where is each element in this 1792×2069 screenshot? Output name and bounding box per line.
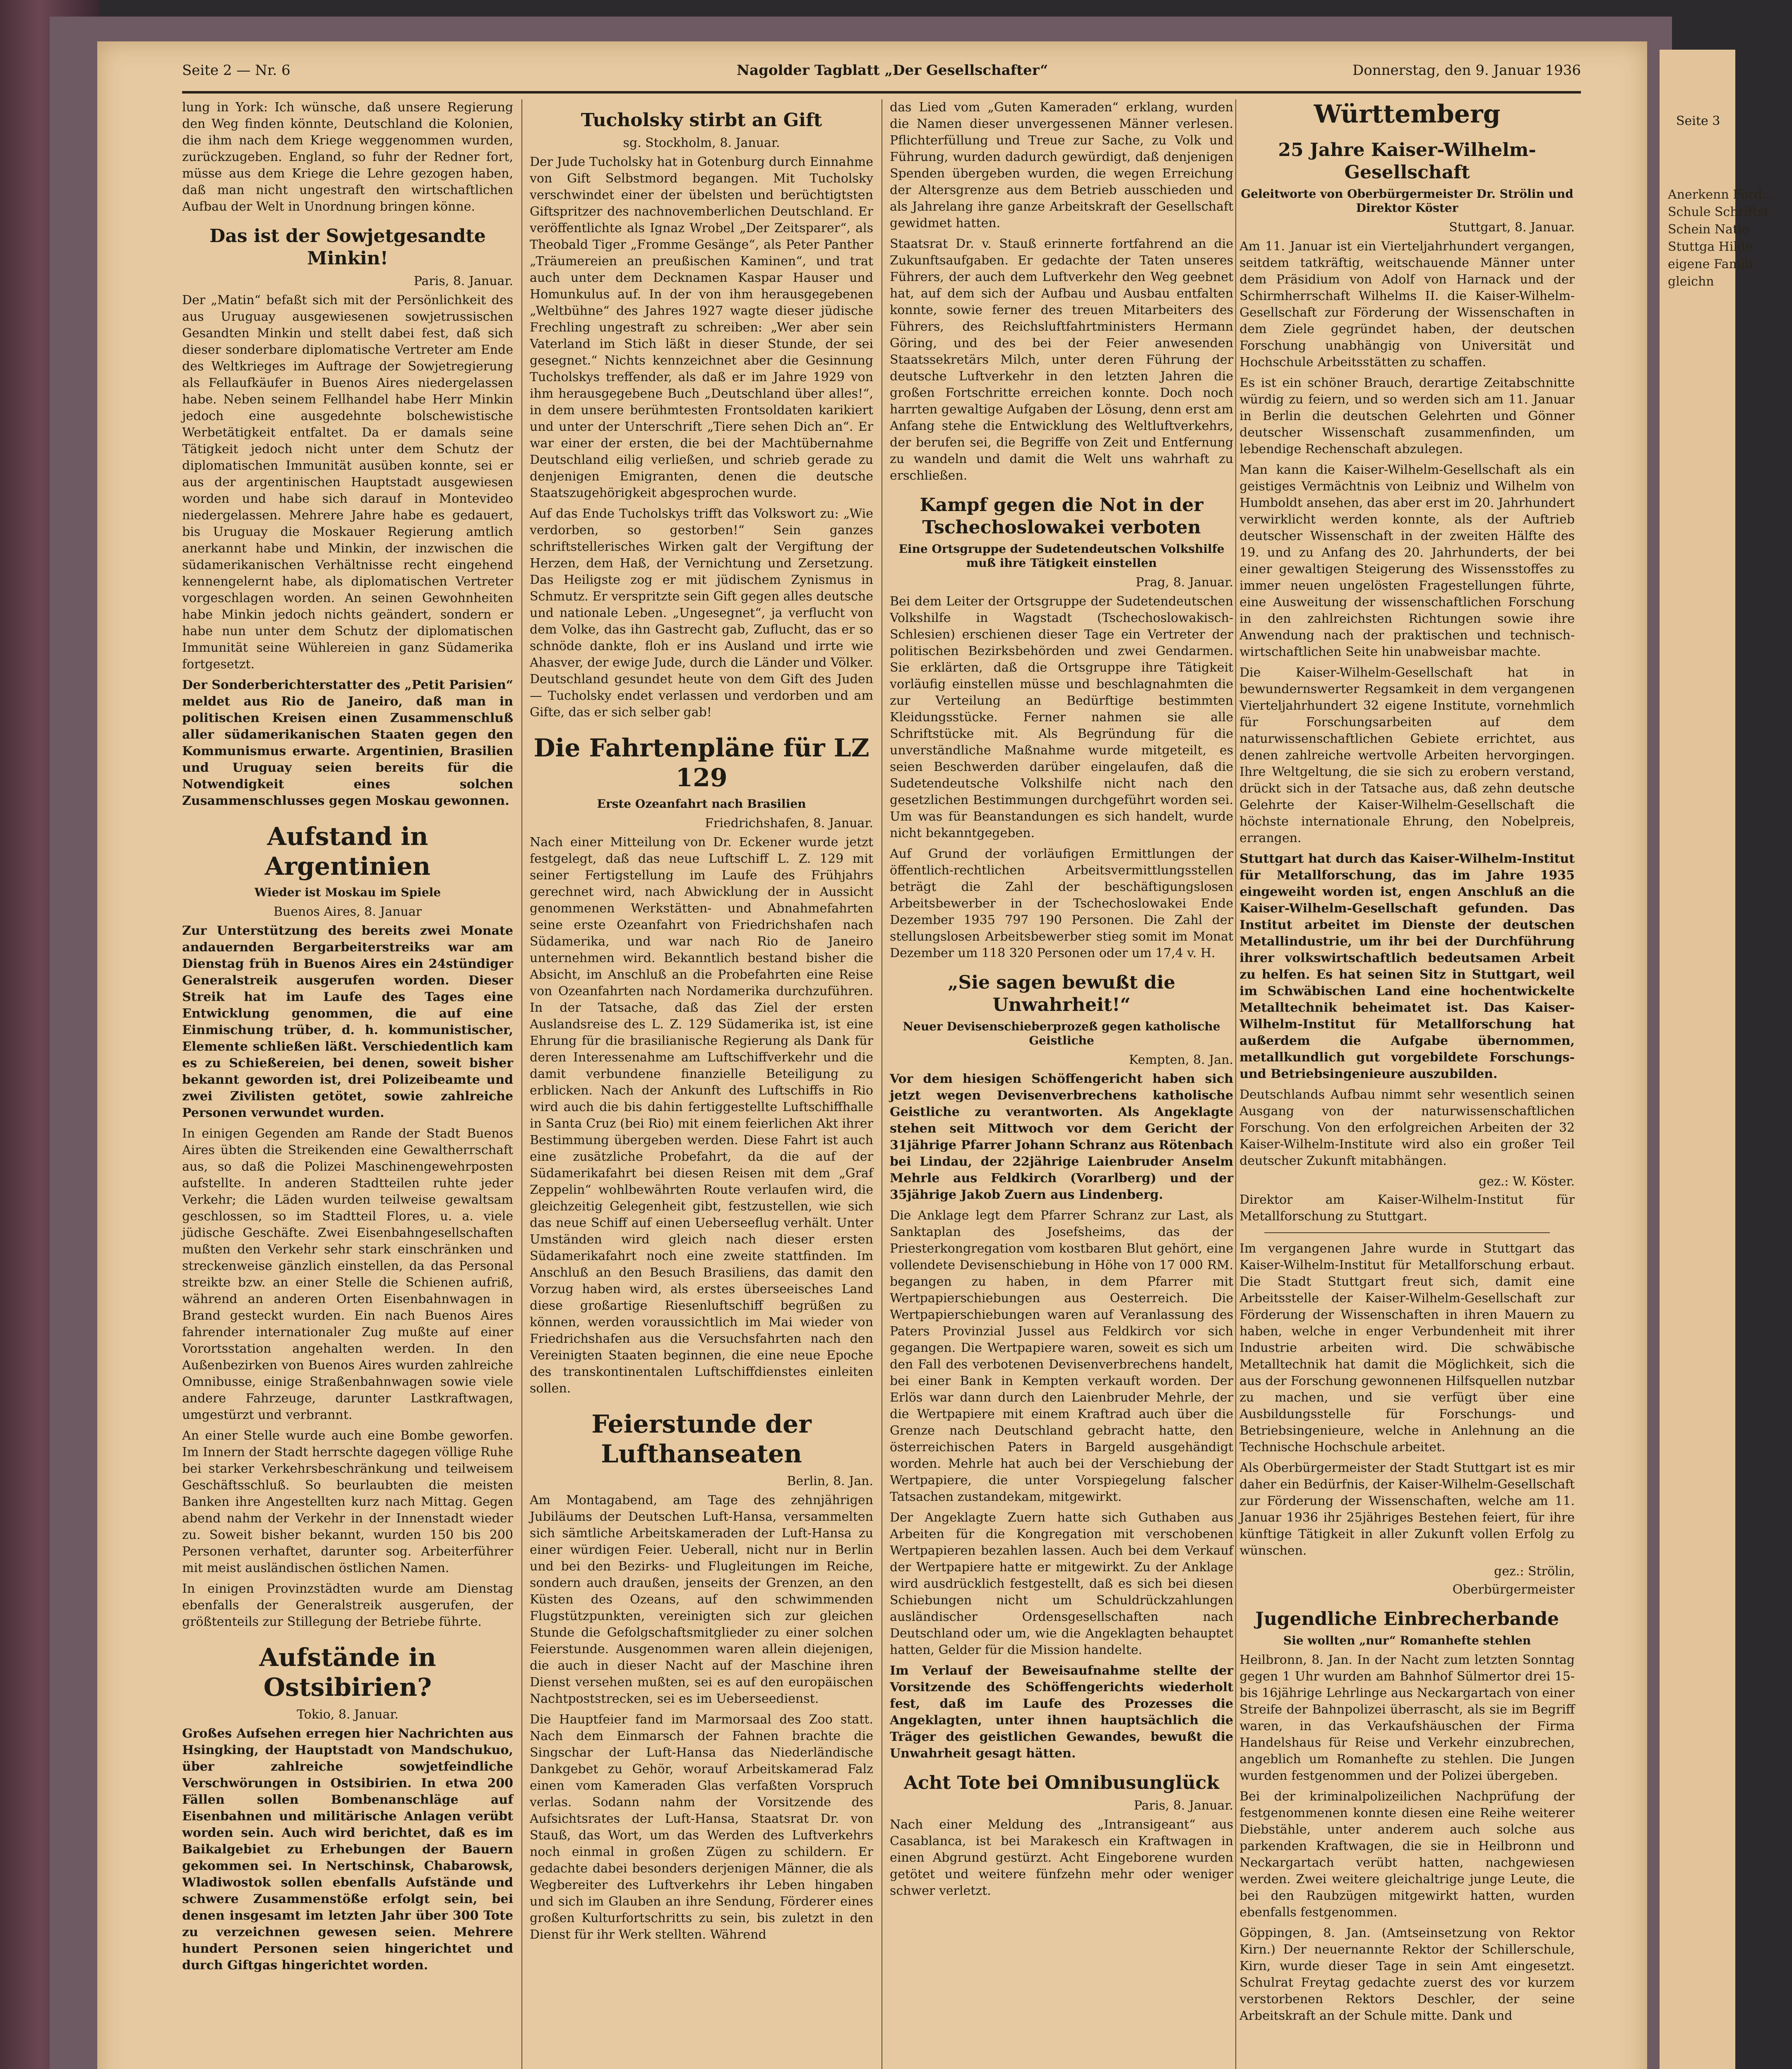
article-headline: Tucholsky stirbt an Gift bbox=[581, 110, 822, 131]
article-headline: Die Fahrtenpläne für LZ 129 bbox=[533, 734, 870, 792]
article-headline: 25 Jahre Kaiser-Wilhelm-Gesellschaft bbox=[1278, 139, 1536, 183]
signature: gez.: W. Köster. bbox=[1478, 1174, 1575, 1189]
article-text: lung in York: Ich wünsche, daß unsere Regierung den Weg finden könnte, Deutschland die Kolonien, die ihm nach dem Kriege weggenommen wurden, zurückzugeben. England, so fuhr der Redner fort, müsse aus dem Kriege die Lehre gezogen haben, daß man nicht ungestraft den wirtschaftlichen Aufbau der Welt in Unordnung bringen könne. bbox=[182, 100, 513, 214]
article-text: Göppingen, 8. Jan. (Amtseinsetzung von Rektor Kirn.) Der neuernannte Rektor der Schillerschule, Kirn, wurde dieser Tage in sein Amt eingesetzt. Schulrat Freytag gedachte zuerst des vor kurzem verstorbenen Rektors Deschler, der seine Arbeitskraft an der Schule mitte. Dank und bbox=[1240, 1926, 1575, 2023]
article-text: Der Jude Tucholsky hat in Gotenburg durch Einnahme von Gift Selbstmord begangen. Mit Tucholsky verschwindet einer der übelsten und berüchtigtsten Giftspritzer des nachnovemberlichen Deutschland. Er veröffentlichte als Ignaz Wrobel „Der Zeitsparer“, als Theobald Tiger „Fromme Gesänge“, als Peter Panther „Träumereien an preußischen Kaminen“, und trat auch unter dem Decknamen Kaspar Hauser und Homunkulus auf. In der von ihm herausgegebenen „Weltbühne“ des Jahres 1927 wagte dieser jüdische Frechling ungestraft zu schreiben: „Wer aber sein Vaterland im Stich läßt in dieser Stunde, der sei gesegnet.“ Nichts kennzeichnet aber die Gesinnung Tucholskys treffender, als daß er im Jahre 1929 von ihm herausgegebene Buch „Deutschland über alles!“, in dem unsere berühmtesten Frontsoldaten karikiert und unter der Unterschrift „Tiere sehen Dich an“. Er war einer der ersten, die bei der Machtübernahme Deutschland eilig verließen, und schrieb gerade zu denjenigen Emigranten, denen die deutsche Staatszugehörigkeit abgesprochen wurde. bbox=[530, 155, 873, 500]
article-text: Im Verlauf der Beweisaufnahme stellte der Vorsitzende des Schöffengerichts wiederholt fest, daß im Laufe des Prozesses die Angeklagten, unter ihnen hauptsächlich die Träger des geistlichen Gewandes, bewußt die Unwahrheit gesagt hätten. bbox=[890, 1663, 1233, 1761]
article-headline: Das ist der Sowjetgesandte Minkin! bbox=[209, 226, 486, 269]
signature: gez.: Strölin, bbox=[1494, 1564, 1575, 1579]
article-text: Als Oberbürgermeister der Stadt Stuttgart ist es mir daher ein Bedürfnis, der Kaiser-Wilhelm-Gesellschaft zur Förderung der Wissenschaften, welche am 11. Januar 1936 ihr 25jähriges Bestehen feiert, für ihre künftige Tätigkeit in aller Zukunft vollen Erfolg zu wünschen. bbox=[1240, 1461, 1575, 1558]
article-text: In einigen Gegenden am Rande der Stadt Buenos Aires übten die Streikenden eine Gewaltherrschaft aus, so daß die Polizei Maschinengewehrposten aufstellte. In anderen Stadtteilen ruhte jeder Verkehr; die Läden wurden teilweise gewaltsam geschlossen, so im Stadtteil Flores, u. a. viele jüdische Geschäfte. Zwei Eisenbahngesellschaften mußten den Verkehr sehr stark einschränken und streckenweise gänzlich einstellen, da das Personal streikte bzw. an einer Stelle die Schienen aufriß, während an anderen Orten Eisenbahnwagen in Brand gesteckt wurden. Ein nach Buenos Aires fahrender internationaler Zug mußte auf einer Vorortsstation angehalten werden. In den Außenbezirken von Buenos Aires wurden zahlreiche Omnibusse, einige Straßenbahnwagen sowie viele andere Fahrzeuge, darunter Lastkraftwagen, umgestürzt und verbrannt. bbox=[182, 1126, 513, 1422]
dateline: Stuttgart, 8. Januar. bbox=[1449, 220, 1575, 235]
article-text: Die Hauptfeier fand im Marmorsaal des Zoo statt. Nach dem Einmarsch der Fahnen brachte die Singschar der Luft-Hansa das Niederländische Dankgebet zu Gehör, worauf Arbeitskamerad Falz einen vom Kameraden Glas verfaßten Vorspruch verlas. Sodann nahm der Vorsitzende des Aufsichtsrates der Luft-Hansa, Staatsrat Dr. von Stauß, das Wort, um das Werden des Luftverkehrs noch einmal in großen Zügen zu schildern. Er gedachte dabei besonders derjenigen Männer, die als Wegbereiter des Luftverkehrs ihr Leben hingaben und sich im Glauben an ihre Sendung, Förderer eines großen Kulturfortschritts zu sein, bis zuletzt in den Dienst für ihr Werk stellten. Während bbox=[530, 1712, 873, 1942]
article-subheadline: Sie wollten „nur“ Romanhefte stehlen bbox=[1283, 1634, 1531, 1647]
article-text: Vor dem hiesigen Schöffengericht haben sich jetzt wegen Devisenverbrechens katholische Geistliche zu verantworten. Als Angeklagte stehen seit Mittwoch vor dem Gericht der 31jährige Pfarrer Johann Schranz aus Rötenbach bei Lindau, der 22jährige Laienbruder Anselm Mehrle aus Feldkirch (Vorarlberg) und der 35jährige Jakob Zuern aus Lindenberg. bbox=[890, 1072, 1233, 1202]
article-subheadline: Eine Ortsgruppe der Sudetendeutschen Volkshilfe muß ihre Tätigkeit einstellen bbox=[898, 542, 1225, 570]
article-subheadline: Erste Ozeanfahrt nach Brasilien bbox=[597, 797, 806, 811]
dateline: Tokio, 8. Januar. bbox=[297, 1707, 399, 1722]
article-text: Zur Unterstützung des bereits zwei Monate andauernden Bergarbeiterstreiks war am Dienstag früh in Buenos Aires ein 24stündiger Generalstreik ausgerufen worden. Dieser Streik hat im Laufe des Tages eine Entwicklung genommen, die auf eine Einmischung trüber, d. h. kommunistischer, Elemente schließen läßt. Verschiedentlich kam es zu Schießereien, bei denen, soweit bisher bekannt geworden ist, drei Polizeibeamte und zwei Zivilisten getötet, sowie zahlreiche Personen verwundet wurden. bbox=[182, 924, 513, 1120]
article-text: Die Anklage legt dem Pfarrer Schranz zur Last, als Sanktaplan des Josefsheims, das der Priesterkongregation vom kostbaren Blut gehört, eine vollendete Devisenschiebung in Höhe von 17 000 RM. begangen zu haben, in dem Pfarrer mit Wertpapierschiebungen aus Oesterreich. Die Wertpapierschiebungen waren auf Veranlassung des Paters Provinzial Jussel aus Feldkirch vor sich gegangen. Die Wertpapiere waren, soweit es sich um den Fall des verbotenen Devisenverbrechens handelt, bei einer Bank in Kempten verkauft worden. Der Erlös war dann durch den Laienbruder Mehrle, der die Wertpapiere mit einem Kraftrad auch über die Grenze nach Deutschland gebracht hatte, den österreichischen Paters in Bargeld ausgehändigt worden. Mehrle hat auch bei der Verschiebung der Wertpapiere, die unter Vorspiegelung falscher Tatsachen zustandekam, mitgewirkt. bbox=[890, 1208, 1233, 1504]
article-headline: Kampf gegen die Not in der Tschechoslowakei verboten bbox=[920, 494, 1203, 538]
column-rule bbox=[1235, 99, 1236, 2069]
issue-date: Donnerstag, den 9. Januar 1936 bbox=[1352, 62, 1581, 79]
dateline: Kempten, 8. Jan. bbox=[1129, 1053, 1233, 1067]
article-text: Direktor am Kaiser-Wilhelm-Institut für Metallforschung zu Stuttgart. bbox=[1240, 1193, 1575, 1224]
article-text: Die Kaiser-Wilhelm-Gesellschaft hat in bewundernswerter Regsamkeit in dem vergangenen Vierteljahrhundert 32 eigene Institute, vornehmlich für Forschungsarbeiten auf dem naturwissenschaftlichen Gebiete errichtet, aus denen zahlreiche wertvolle Arbeiten hervorgingen. Ihre Weltgeltung, die sie sich zu erobern verstand, drückt sich in der Tatsache aus, daß zehn deutsche Gelehrte der Kaiser-Wilhelm-Gesellschaft die höchste internationale Ehrung, den Nobelpreis, errangen. bbox=[1240, 665, 1575, 845]
separator bbox=[1264, 1232, 1550, 1233]
article-text: Es ist ein schöner Brauch, derartige Zeitabschnitte würdig zu feiern, und so werden sich am 11. Januar in Berlin die deutschen Gelehrten und Gönner deutscher Wissenschaft zusammenfinden, um lebendige Rechenschaft abzulegen. bbox=[1240, 376, 1575, 456]
column-1 bbox=[182, 99, 513, 2069]
column-2 bbox=[530, 99, 873, 2069]
article-text: Nach einer Mitteilung von Dr. Eckener wurde jetzt festgelegt, daß das neue Luftschiff L. Z. 129 mit seiner Fertigstellung im Laufe des Frühjahrs gerechnet wird, nach Abwicklung der in Aussicht genommenen Werkstätten- und Abnahmefahrten seine erste Ozeanfahrt von Friedrichshafen nach Südamerika, und war nach Rio de Janeiro unternehmen wird. Bekanntlich bestand bisher die Absicht, im Anschluß an die Probefahrten eine Reise von Ozeanfahrten nach Nordamerika durchzuführen. In der Tatsache, daß das Ziel der ersten Auslandsreise des L. Z. 129 Südamerika ist, ist eine Ehrung für die brasilianische Regierung als Dank für deren Interessenahme am Luftschiffverkehr und die damit verbundene finanzielle Beteiligung zu erblicken. Nach der Ankunft des Luftschiffs in Rio wird auch die bis dahin fertiggestellte Luftschiffhalle in Santa Cruz (bei Rio) mit einem feierlichen Akt ihrer Bestimmung übergeben werden. Diese Fahrt ist auch eine zusätzliche Probefahrt, da die auf der Südamerikafahrt bei diesen Reisen mit dem „Graf Zeppelin“ wohlbewährten Route verlaufen wird, die gleichzeitig Gelegenheit gibt, festzustellen, wie sich das neue Schiff auf einen Ueberseeflug verhält. Unter Umständen wird gleich nach dieser ersten Südamerikafahrt noch eine zweite stattfinden. Im Anschluß an den Besuch Brasiliens, das damit den Vorzug haben wird, als erstes überseeisches Land diese großartige Riesenluftschiff begrüßen zu können, werden voraussichtlich im Mai wieder von Friedrichshafen aus die Versuchsfahrten nach den Vereinigten Staaten beginnen, die eine neue Epoche des transkontinentalen Luftschiffdienstes einleiten sollen. bbox=[530, 835, 873, 1396]
column-rule bbox=[521, 99, 522, 2069]
article-headline: „Sie sagen bewußt die Unwahrheit!“ bbox=[948, 972, 1175, 1015]
article-text: Im vergangenen Jahre wurde in Stuttgart das Kaiser-Wilhelm-Institut für Metallforschung erbaut. Die Stadt Stuttgart freut sich, damit eine Arbeitsstelle der Kaiser-Wilhelm-Gesellschaft zur Förderung der Wissenschaften in ihren Mauern zu haben, welche in enger Verbundenheit mit ihrer Industrie arbeiten wird. Die schwäbische Metalltechnik hat damit die Möglichkeit, sich die aus der Forschung gewonnenen Hilfsquellen nutzbar zu machen, und sie verfügt über eine Ausbildungsstelle für Forschungs- und Betriebsingenieure, welche in Anlehnung an die Technische Hochschule arbeitet. bbox=[1240, 1241, 1575, 1455]
dateline: Friedrichshafen, 8. Januar. bbox=[705, 816, 873, 830]
article-text: das Lied vom „Guten Kameraden“ erklang, wurden die Namen dieser unvergessenen Männer verlesen. Pflichterfüllung und Treue zur Sache, zu Volk und Führung, wurden dadurch gewürdigt, daß denjenigen Spenden übergeben wurden, die wegen Erreichung der Altersgrenze aus dem Betrieb ausschieden und als Jahrelang ihre ganze Arbeitskraft der Gesellschaft gewidmet hatten. bbox=[890, 100, 1233, 230]
article-subheadline: Geleitworte von Oberbürgermeister Dr. Strölin und Direktor Köster bbox=[1241, 187, 1573, 215]
page-header bbox=[182, 62, 1581, 87]
article-text: Staatsrat Dr. v. Stauß erinnerte fortfahrend an die Zukunftsaufgaben. Er gedachte der Taten unseres Führers, der auch dem Luftverkehr den Weg geebnet hat, auf dem sich der Aufbau und Ausbau entfalten konnte, sowie ferner des treuen Mitarbeiters des Führers, des Reichsluftfahrtministers Hermann Göring, und des bei der Feier anwesenden Staatssekretärs Milch, unter deren Führung der deutsche Luftverkehr in den letzten Jahren die großen Fortschritte erreichen konnte. Doch noch harrten gewaltige Aufgaben der Lösung, denn erst am Anfang stehe die Entwicklung des Weltluftverkehrs, der berufen sei, die Begriffe von Zeit und Entfernung zu wandeln und damit die Welt uns wahrhaft zu erschließen. bbox=[890, 237, 1233, 483]
dateline: Paris, 8. Januar. bbox=[1134, 1798, 1233, 1813]
dateline: Buenos Aires, 8. Januar bbox=[273, 905, 422, 919]
dateline: Berlin, 8. Jan. bbox=[787, 1474, 873, 1488]
next-page-fragment: Anerkenn Förd... Schule Schriftst Schein Natio Stuttga Hilde eigene Famili gleichn bbox=[1668, 187, 1774, 289]
article-text: Der „Matin“ befaßt sich mit der Persönlichkeit des aus Uruguay ausgewiesenen sowjetrussischen Gesandten Minkin und stellt dabei fest, daß sich dieser sonderbare diplomatische Vertreter am Ende des Weltkrieges im Auftrage der Sowjetregierung als Fellaufkäufer in Buenos Aires niedergelassen habe. Neben seinem Fellhandel habe Herr Minkin jedoch eine ausgedehnte bolschewistische Werbetätigkeit entfaltet. Da er damals seine Tätigkeit jedoch nicht unter dem Schutz der diplomatischen Immunität ausüben konnte, sei er aus der argentinischen Hauptstadt ausgewiesen worden und habe sich darauf in Montevideo niedergelassen. Mehrere Jahre habe es gedauert, bis Uruguay die Moskauer Regierung amtlich anerkannt habe und Minkin, der inzwischen die südamerikanischen Verhältnisse recht eingehend kennengelernt habe, als diplomatischen Vertreter vorgeschlagen worden. An seinen Gewohnheiten habe Minkin jedoch nichts geändert, sondern er habe nun unter dem Schutz der diplomatischen Immunität seine Wühlereien in ganz Südamerika fortgesetzt. bbox=[182, 293, 513, 672]
article-headline: Jugendliche Einbrecherbande bbox=[1255, 1608, 1559, 1630]
signature-title: Oberbürgermeister bbox=[1452, 1582, 1575, 1597]
article-text: Der Angeklagte Zuern hatte sich Guthaben aus Arbeiten für die Kongregation mit verschobenen Wertpapieren bezahlen lassen. Auch bei dem Verkauf der Wertpapiere hatte er mitgewirkt. Zu der Anklage wird ausdrücklich festgestellt, daß es sich bei diesen Schiebungen nicht um Schuldrückzahlungen ausländischer Ordensgesellschaften nach Deutschland oder um, wie die Angeklagten behauptet hatten, Gelder für die Mission handelte. bbox=[890, 1510, 1233, 1657]
article-headline: Acht Tote bei Omnibusunglück bbox=[904, 1772, 1219, 1793]
column-4 bbox=[1240, 99, 1575, 2069]
article-text: An einer Stelle wurde auch eine Bombe geworfen. Im Innern der Stadt herrschte dagegen völlige Ruhe bei starker Verkehrsbeschränkung und teilweisem Geschäftsschluß. So beurlaubten die meisten Banken ihre Angestellten kurz nach Mittag. Gegen abend nahm der Verkehr in der Innenstadt wieder zu. Soweit bisher bekannt, wurden 150 bis 200 Personen verhaftet, darunter sog. Arbeiterführer mit meist ausländischen östlichen Namen. bbox=[182, 1428, 513, 1575]
article-headline: Feierstunde der Lufthanseaten bbox=[591, 1410, 812, 1469]
dateline: Prag, 8. Januar. bbox=[1136, 575, 1233, 590]
article-text: Bei der kriminalpolizeilichen Nachprüfung der festgenommenen konnte diesen eine Reihe weiterer Diebstähle, unter anderem auch solche aus parkenden Kraftwagen, die sie in Heilbronn und Neckargartach verübt hatten, nachgewiesen werden. Zwei weitere gleichaltrige junge Leute, die bei den Raubzügen mitgewirkt hatten, wurden ebenfalls festgenommen. bbox=[1240, 1789, 1575, 1920]
section-title: Württemberg bbox=[1314, 100, 1501, 129]
article-text: Stuttgart hat durch das Kaiser-Wilhelm-Institut für Metallforschung, das im Jahre 1935 eingeweiht worden ist, engen Anschluß an die Kaiser-Wilhelm-Gesellschaft gefunden. Das Institut arbeitet im Dienste der deutschen Metallindustrie, um ihr bei der Durchführung ihrer volkswirtschaftlich bedeutsamen Arbeit zu helfen. Es hat seinen Sitz in Stuttgart, weil im Schwäbischen Land eine hochentwickelte Metalltechnik beheimatet ist. Das Kaiser-Wilhelm-Institut für Metallforschung hat außerdem die Aufgabe übernommen, metallkundlich gut vorgebildete Forschungs- und Betriebsingenieure auszubilden. bbox=[1240, 852, 1575, 1081]
article-headline: Aufstand in Argentinien bbox=[264, 822, 431, 881]
header-rule bbox=[182, 91, 1581, 94]
article-text: Auf Grund der vorläufigen Ermittlungen der öffentlich-rechtlichen Arbeitsvermittlungsstellen beträgt die Zahl der beschäftigungslosen Arbeitsbewerber in der Tschechoslowakei Ende Dezember 1935 797 190 Personen. Die Zahl der stellungslosen Arbeitsbewerber stieg somit im Monat Dezember um 118 320 Personen oder um 17,4 v. H. bbox=[890, 847, 1233, 960]
column-3 bbox=[890, 99, 1233, 2069]
next-page-edge bbox=[1660, 50, 1774, 2069]
article-text: Großes Aufsehen erregen hier Nachrichten aus Hsingking, der Hauptstadt von Mandschukuo, über zahlreiche sowjetfeindliche Verschwörungen in Ostsibirien. In etwa 200 Fällen sollen Bombenanschläge auf Eisenbahnen und militärische Anlagen verübt worden sein. Auch wird berichtet, daß es im Baikalgebiet zu Erhebungen der Bauern gekommen sei. In Nertschinsk, Chabarowsk, Wladiwostok sollen ebenfalls Aufstände und schwere Zusammenstöße erfolgt sein, bei denen insgesamt im letzten Jahr über 300 Tote zu verzeichnen gewesen seien. Mehrere hundert Personen seien hingerichtet und durch Giftgas hingerichtet worden. bbox=[182, 1726, 513, 1973]
article-text: Der Sonderberichterstatter des „Petit Parisien“ meldet aus Rio de Janeiro, daß man in politischen Kreisen einen Zusammenschluß aller südamerikanischen Staaten gegen den Kommunismus erwarte. Argentinien, Brasilien und Uruguay seien bereits für die Notwendigkeit eines solchen Zusammenschlusses gegen Moskau gewonnen. bbox=[182, 678, 513, 808]
article-subheadline: Wieder ist Moskau im Spiele bbox=[254, 886, 441, 899]
dateline: Paris, 8. Januar. bbox=[413, 274, 513, 288]
page-number: Seite 2 — Nr. 6 bbox=[182, 62, 291, 79]
article-text: Bei dem Leiter der Ortsgruppe der Sudetendeutschen Volkshilfe in Wagstadt (Tschechoslowakisch-Schlesien) erschienen dieser Tage ein Vertreter der politischen Bezirksbehörden und zwei Gendarmen. Sie erklärten, daß die Ortsgruppe ihre Tätigkeit vorläufig einstellen müsse und beschlagnahmten die zur Verteilung an Bedürftige bestimmten Kleidungsstücke. Ferner nahmen sie alle Schriftstücke mit. Als Begründung für die unverständliche Maßnahme wurde mitgeteilt, es seien Beschwerden darüber eingelaufen, daß die Sudetendeutsche Volkshilfe nicht nach den gesetzlichen Bestimmungen durchgeführt worden sei. Um was für Beanstandungen es sich handelt, wurde nicht bekanntgegeben. bbox=[890, 594, 1233, 840]
article-text: Deutschlands Aufbau nimmt sehr wesentlich seinen Ausgang von der naturwissenschaftlichen Forschung. Von den erfolgreichen Arbeiten der 32 Kaiser-Wilhelm-Institute wird also ein großer Teil deutscher Zukunft mitabhängen. bbox=[1240, 1087, 1575, 1168]
masthead: Nagolder Tagblatt „Der Gesellschafter“ bbox=[737, 62, 1048, 79]
article-text: Am Montagabend, am Tage des zehnjährigen Jubiläums der Deutschen Luft-Hansa, versammelten sich sämtliche Arbeitskameraden der Luft-Hansa zu einer würdigen Feier. Ueberall, nicht nur in Berlin und bei den Bezirks- und Flugleitungen im Reiche, sondern auch draußen, jenseits der Grenzen, an den Küsten des Ozeans, auf den schwimmenden Flugstützpunkten, vereinigten sich zur gleichen Stunde die Gefolgschaftsmitglieder zu einer solchen Feierstunde. Ausgenommen waren allein diejenigen, die auch in dieser Nacht auf der Maschine ihren Dienst versehen mußten, sei es auf den europäischen Nachtpoststrecken, sei es im Ueberseedienst. bbox=[530, 1493, 873, 1706]
article-text: In einigen Provinzstädten wurde am Dienstag ebenfalls der Generalstreik ausgerufen, der größtenteils zur Stillegung der Betriebe führte. bbox=[182, 1582, 513, 1629]
article-subheadline: Neuer Devisenschieberprozeß gegen katholische Geistliche bbox=[903, 1020, 1220, 1047]
article-text: Am 11. Januar ist ein Vierteljahrhundert vergangen, seitdem tatkräftig, weitschauende Männer unter dem Präsidium von Adolf von Harnack und der Schirmherrschaft Wilhelms II. die Kaiser-Wilhelm-Gesellschaft zur Förderung der Wissenschaften in dem Ziele gegründet haben, der deutschen Forschung unabhängig von Universität und Hochschule Arbeitsstätten zu schaffen. bbox=[1240, 239, 1575, 370]
dateline: sg. Stockholm, 8. Januar. bbox=[623, 136, 780, 150]
article-headline: Aufstände in Ostsibirien? bbox=[259, 1643, 436, 1702]
article-text: Auf das Ende Tucholskys trifft das Volkswort zu: „Wie verdorben, so gestorben!“ Sein ganzes schriftstellerisches Wirken galt der Vergiftung der Herzen, dem Haß, der Vernichtung und Zersetzung. Das Heiligste zog er mit jüdischem Zynismus in Schmutz. Er verspritzte sein Gift gegen alles deutsche und nationale Leben. „Ungesegnet“, ja verflucht von dem Volke, das ihn Gastrecht gab, Zuflucht, das er so schnöde dankte, floh er ins Ausland und irrte wie Ahasver, der ewige Jude, durch die Länder und Völker. Deutschland gesundet heute von dem Gift des Juden — Tucholsky endet verlassen und verdorben und am Gifte, das er sich selber gab! bbox=[530, 506, 873, 720]
next-page-header: Seite 3 bbox=[1676, 114, 1720, 128]
article-text: Man kann die Kaiser-Wilhelm-Gesellschaft als ein geistiges Vermächtnis von Leibniz und Wilhelm von Humboldt ansehen, das aber erst im 20. Jahrhundert verwirklicht werden konnte, als der Auftrieb deutscher Wissenschaft in der zweiten Hälfte des 19. und zu Anfang des 20. Jahrhunderts, der bei einer gewaltigen Steigerung des Wissensstoffes zu immer neuen ungelösten Fragestellungen führte, eine Ausweitung der wissenschaftlichen Forschung in den zahlreichsten Richtungen sowie ihre Anwendung nach der praktischen und technisch-wirtschaftlichen Seite hin unabweisbar machte. bbox=[1240, 463, 1575, 659]
article-text: Heilbronn, 8. Jan. In der Nacht zum letzten Sonntag gegen 1 Uhr wurden am Bahnhof Sülmertor drei 15- bis 16jährige Lehrlinge aus Neckargartach von einer Streife der Bahnpolizei überrascht, als sie im Begriff waren, in das Verkaufshäuschen der Firma Handelshaus für Reise und Verkehr einzubrechen, angeblich um Romanhefte zu stehlen. Die Jungen wurden festgenommen und der Polizei übergeben. bbox=[1240, 1653, 1575, 1783]
article-text: Nach einer Meldung des „Intransigeant“ aus Casablanca, ist bei Marakesch ein Kraftwagen in einen Abgrund gestürzt. Acht Eingeborene wurden getötet und weitere fünfzehn mehr oder weniger schwer verletzt. bbox=[890, 1817, 1233, 1898]
